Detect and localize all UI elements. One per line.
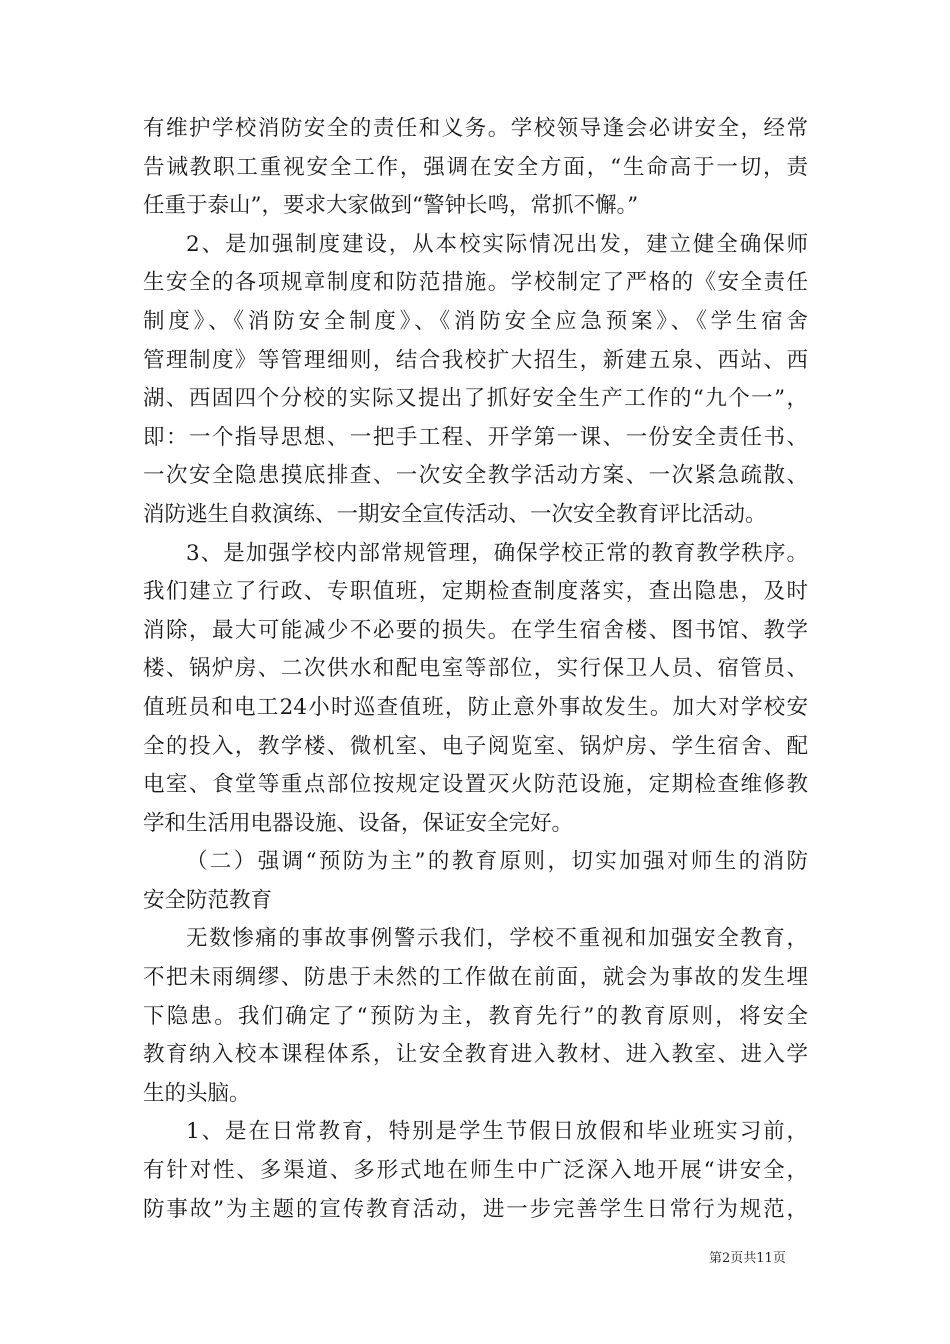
text-line: 消防逃生自救演练、一期安全宣传活动、一次安全教育评比活动。	[143, 501, 767, 527]
text-line: 告诫教职工重视安全工作，强调在安全方面，“生命高于一切，责	[143, 154, 808, 180]
text-line: 1、是在日常教育，特别是学生节假日放假和毕业班实习前，	[186, 1119, 808, 1145]
text-line: 学和生活用电器设施、设备，保证安全完好。	[143, 810, 574, 836]
text-line: 教育纳入校本课程体系，让安全教育进入教材、进入教室、进入学	[143, 1042, 808, 1068]
text-line: 湖、西固四个分校的实际又提出了抓好安全生产工作的“九个一”，	[143, 386, 808, 412]
text-line: 无数惨痛的事故事例警示我们，学校不重视和加强安全教育，	[186, 926, 808, 952]
text-line: 安全防范教育	[143, 887, 273, 913]
text-line: 消除，最大可能减少不必要的损失。在学生宿舍楼、图书馆、教学	[143, 617, 808, 643]
paragraph	[143, 920, 808, 1113]
paragraph	[143, 226, 808, 535]
section-heading	[143, 843, 808, 920]
text-line: 2、是加强制度建设，从本校实际情况出发，建立健全确保师	[186, 231, 808, 257]
text-line: 楼、锅炉房、二次供水和配电室等部位，实行保卫人员、宿管员、	[143, 656, 808, 682]
text-line: （二）强调“预防为主”的教育原则，切实加强对师生的消防	[186, 849, 808, 875]
text-line: 任重于泰山”，要求大家做到“警钟长鸣，常抓不懈。”	[143, 193, 639, 219]
paragraph	[143, 1113, 808, 1229]
text-line: 制度》、《消防安全制度》、《消防安全应急预案》、《学生宿舍	[143, 308, 808, 334]
text-line: 即：一个指导思想、一把手工程、开学第一课、一份安全责任书、	[143, 424, 808, 450]
text-line: 生安全的各项规章制度和防范措施。学校制定了严格的《安全责任	[143, 270, 808, 296]
text-line: 防事故”为主题的宣传教育活动，进一步完善学生日常行为规范，	[143, 1196, 808, 1222]
text-line: 电室、食堂等重点部位按规定设置灭火防范设施，定期检查维修教	[143, 772, 808, 798]
text-line: 全的投入，教学楼、微机室、电子阅览室、锅炉房、学生宿舍、配	[143, 733, 808, 759]
text-line: 我们建立了行政、专职值班，定期检查制度落实，查出隐患，及时	[143, 579, 808, 605]
paragraph	[143, 110, 808, 226]
text-line: 一次安全隐患摸底排查、一次安全教学活动方案、一次紧急疏散、	[143, 463, 808, 489]
text-line: 生的头脑。	[143, 1080, 251, 1106]
text-line: 有针对性、多渠道、多形式地在师生中广泛深入地开展“讲安全，	[143, 1158, 808, 1184]
page-number: 第2页共11页	[709, 1251, 786, 1266]
body-text	[143, 110, 808, 1229]
text-line: 值班员和电工24小时巡查值班，防止意外事故发生。加大对学校安	[143, 694, 808, 720]
text-line: 不把未雨绸缪、防患于未然的工作做在前面，就会为事故的发生埋	[143, 965, 808, 991]
text-line: 下隐患。我们确定了“预防为主，教育先行”的教育原则，将安全	[143, 1003, 808, 1029]
paragraph	[143, 535, 808, 844]
text-line: 有维护学校消防安全的责任和义务。学校领导逢会必讲安全，经常	[143, 116, 808, 141]
text-line: 3、是加强学校内部常规管理，确保学校正常的教育教学秩序。	[186, 540, 808, 566]
text-line: 管理制度》等管理细则，结合我校扩大招生，新建五泉、西站、西	[143, 347, 808, 373]
